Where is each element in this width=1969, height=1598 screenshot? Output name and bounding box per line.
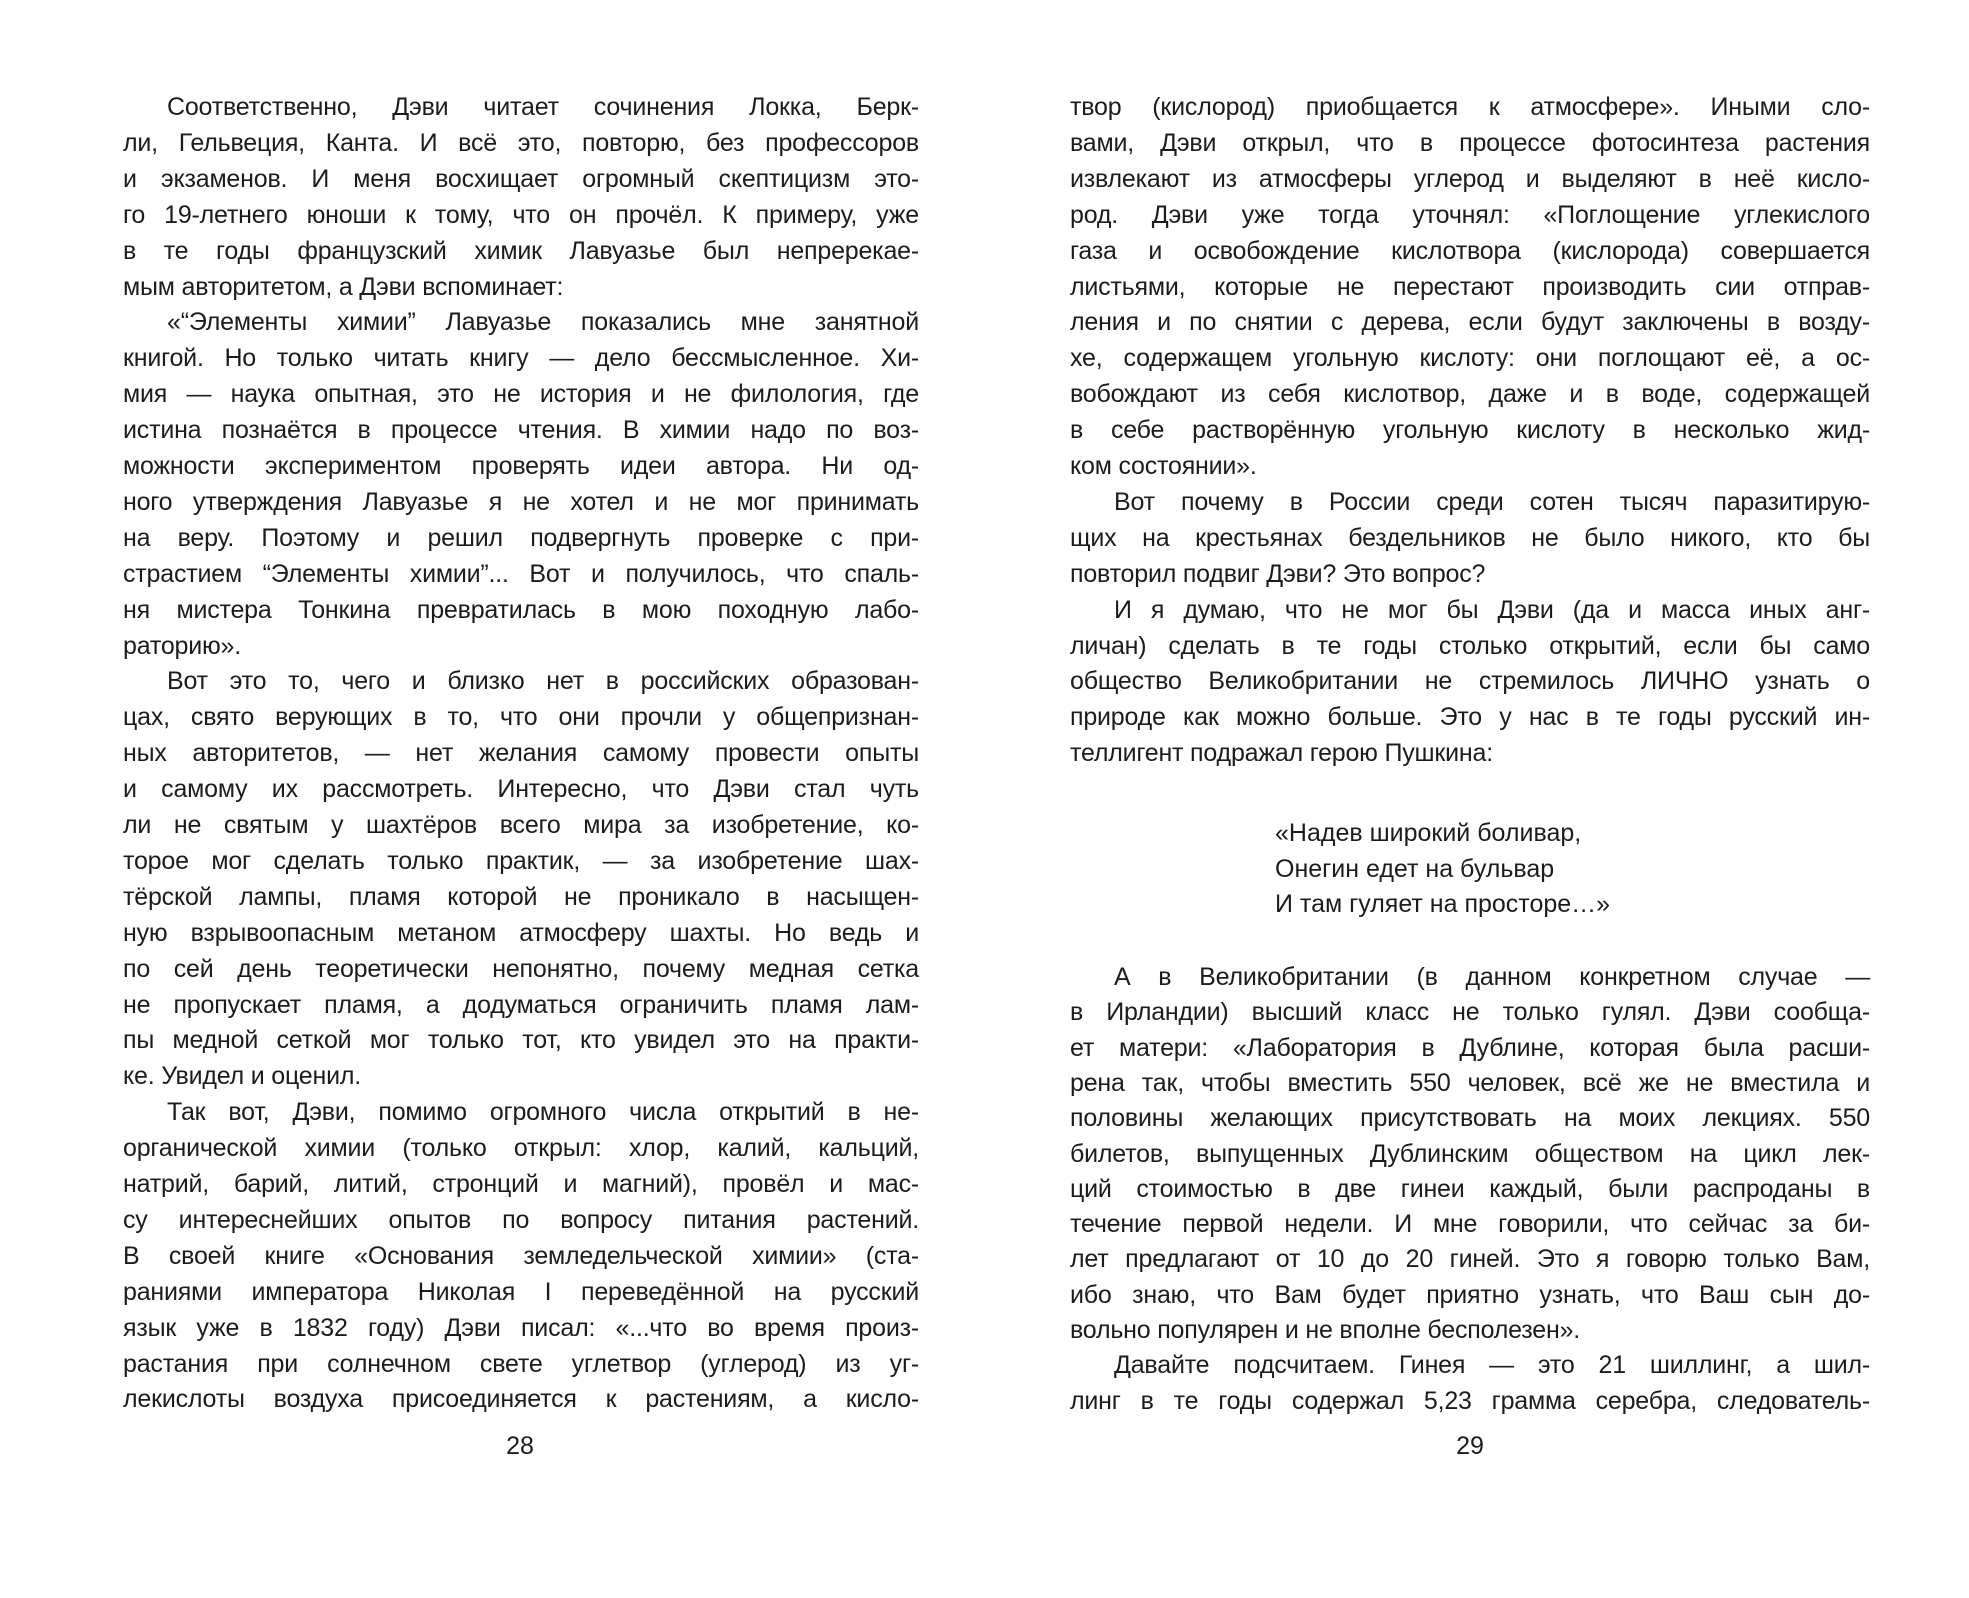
text-line: хе, содержащем угольную кислоту: они поглощают её, а ос- <box>1070 344 1870 372</box>
text-line: В своей книге «Основания земледельческой химии» (ста- <box>123 1242 919 1270</box>
text-line: и самому их рассмотреть. Интересно, что Дэви стал чуть <box>123 775 919 803</box>
text-line: Так вот, Дэви, помимо огромного числа открытий в не- <box>167 1098 919 1126</box>
text-line: ня мистера Тонкина превратилась в мою походную лабо- <box>123 596 919 624</box>
text-line: истина познаётся в процессе чтения. В химии надо по воз- <box>123 416 919 444</box>
text-line: растания при солнечном свете углетвор (углерод) из уг- <box>123 1350 919 1378</box>
text-line: не пропускает пламя, а додуматься ограничить пламя лам- <box>123 991 919 1019</box>
poem-line: Онегин едет на бульвар <box>1275 854 1555 883</box>
text-line: Давайте подсчитаем. Гинея — это 21 шиллинг, а шил- <box>1114 1351 1870 1379</box>
text-line: в Ирландии) высший класс не только гулял. Дэви сообща- <box>1070 998 1870 1026</box>
text-line: на веру. Поэтому и решил подвергнуть проверке с при- <box>123 524 919 552</box>
text-line: вами, Дэви открыл, что в процессе фотосинтеза растения <box>1070 129 1870 157</box>
text-line: в те годы французский химик Лавуазье был непререкае- <box>123 237 919 265</box>
text-line: ления и по снятии с дерева, если будут заключены в возду- <box>1070 308 1870 336</box>
text-line: течение первой недели. И мне говорили, что сейчас за би- <box>1070 1210 1870 1238</box>
text-line: общество Великобритании не стремилось ЛИЧНО узнать о <box>1070 667 1870 695</box>
text-line: лекислоты воздуха присоединяется к растениям, а кисло- <box>123 1385 919 1413</box>
text-line: ли не святым у шахтёров всего мира за изобретение, ко- <box>123 811 919 839</box>
text-line: линг в те годы содержал 5,23 грамма серебра, следователь- <box>1070 1387 1870 1415</box>
text-line: ного утверждения Лавуазье я не хотел и не мог принимать <box>123 488 919 516</box>
text-line: «“Элементы химии” Лавуазье показались мне занятной <box>167 308 919 336</box>
text-line: мым авторитетом, а Дэви вспоминает: <box>123 273 564 301</box>
text-line: и экзаменов. И меня восхищает огромный скептицизм это- <box>123 165 919 193</box>
text-line: мия — наука опытная, это не история и не филология, где <box>123 380 919 408</box>
text-line: твор (кислород) приобщается к атмосфере». Иными сло- <box>1070 93 1870 121</box>
text-line: в себе растворённую угольную кислоту в несколько жид- <box>1070 416 1870 444</box>
text-line: личан) сделать в те годы столько открытий, если бы само <box>1070 632 1870 660</box>
text-line: рена так, чтобы вместить 550 человек, всё же не вместила и <box>1070 1069 1870 1097</box>
text-line: листьями, которые не перестают производить сии отправ- <box>1070 273 1870 301</box>
text-line: А в Великобритании (в данном конкретном случае — <box>1114 963 1870 991</box>
text-line: книгой. Но только читать книгу — дело бессмысленное. Хи- <box>123 344 919 372</box>
text-line: тёрской лампы, пламя которой не проникало в насыщен- <box>123 883 919 911</box>
text-line: цах, свято верующих в то, что они прочли у общепризнан- <box>123 703 919 731</box>
text-line: извлекают из атмосферы углерод и выделяют в неё кисло- <box>1070 165 1870 193</box>
text-line: И я думаю, что не мог бы Дэви (да и масса иных анг- <box>1114 596 1870 624</box>
text-line: ную взрывоопасным метаном атмосферу шахты. Но ведь и <box>123 919 919 947</box>
text-line: природе как можно больше. Это у нас в те годы русский ин- <box>1070 703 1870 731</box>
text-line: торое мог сделать только практик, — за изобретение шах- <box>123 847 919 875</box>
text-line: пы медной сеткой мог только тот, кто увидел это на практи- <box>123 1026 919 1054</box>
text-line: су интереснейших опытов по вопросу питания растений. <box>123 1206 919 1234</box>
text-line: раторию». <box>123 632 241 660</box>
page-number: 28 <box>506 1432 534 1460</box>
poem-line: И там гуляет на просторе…» <box>1275 890 1611 918</box>
text-line: щих на крестьянах бездельников не было никого, кто бы <box>1070 524 1870 552</box>
text-line: ных авторитетов, — нет желания самому провести опыты <box>123 739 919 767</box>
page-number: 29 <box>1456 1432 1484 1460</box>
text-line: ет матери: «Лаборатория в Дублине, которая была расши- <box>1070 1034 1870 1062</box>
poem-line: «Надев широкий боливар, <box>1275 819 1582 847</box>
text-line: язык уже в 1832 году) Дэви писал: «...что во время произ- <box>123 1314 919 1342</box>
text-line: ли, Гельвеция, Канта. И всё это, повторю, без профессоров <box>123 129 919 157</box>
text-line: повторил подвиг Дэви? Это вопрос? <box>1070 560 1486 588</box>
text-line: половины желающих присутствовать на моих лекциях. 550 <box>1070 1104 1870 1132</box>
text-line: лет предлагают от 10 до 20 гиней. Это я говорю только Вам, <box>1070 1245 1870 1273</box>
text-line: ком состоянии». <box>1070 452 1257 480</box>
text-line: раниями императора Николая I переведённой на русский <box>123 1278 919 1306</box>
text-line: газа и освобождение кислотвора (кислорода) совершается <box>1070 237 1870 265</box>
text-line: род. Дэви уже тогда уточнял: «Поглощение углекислого <box>1070 201 1870 229</box>
text-line: Вот это то, чего и близко нет в российских образован- <box>167 667 919 695</box>
text-line: теллигент подражал герою Пушкина: <box>1070 739 1493 767</box>
text-line: Соответственно, Дэви читает сочинения Локка, Берк- <box>167 93 919 121</box>
text-line: билетов, выпущенных Дублинским обществом на цикл лек- <box>1070 1140 1870 1168</box>
text-line: вобождают из себя кислотвор, даже и в воде, содержащей <box>1070 380 1870 408</box>
text-line: органической химии (только открыл: хлор, калий, кальций, <box>123 1134 919 1162</box>
text-line: ибо знаю, что Вам будет приятно узнать, что Ваш сын до- <box>1070 1281 1870 1309</box>
text-line: натрий, барий, литий, стронций и магний), провёл и мас- <box>123 1170 919 1198</box>
text-line: го 19-летнего юноши к тому, что он прочёл. К примеру, уже <box>123 201 919 229</box>
text-line: Вот почему в России среди сотен тысяч паразитирую- <box>1114 488 1870 516</box>
text-line: по сей день теоретически непонятно, почему медная сетка <box>123 955 919 983</box>
text-line: страстием “Элементы химии”... Вот и получилось, что спаль- <box>123 560 919 588</box>
text-line: ций стоимостью в две гинеи каждый, были распроданы в <box>1070 1175 1870 1203</box>
text-line: можности экспериментом проверять идеи автора. Ни од- <box>123 452 919 480</box>
text-line: ке. Увидел и оценил. <box>123 1062 361 1090</box>
text-line: вольно популярен и не вполне бесполезен». <box>1070 1316 1581 1344</box>
